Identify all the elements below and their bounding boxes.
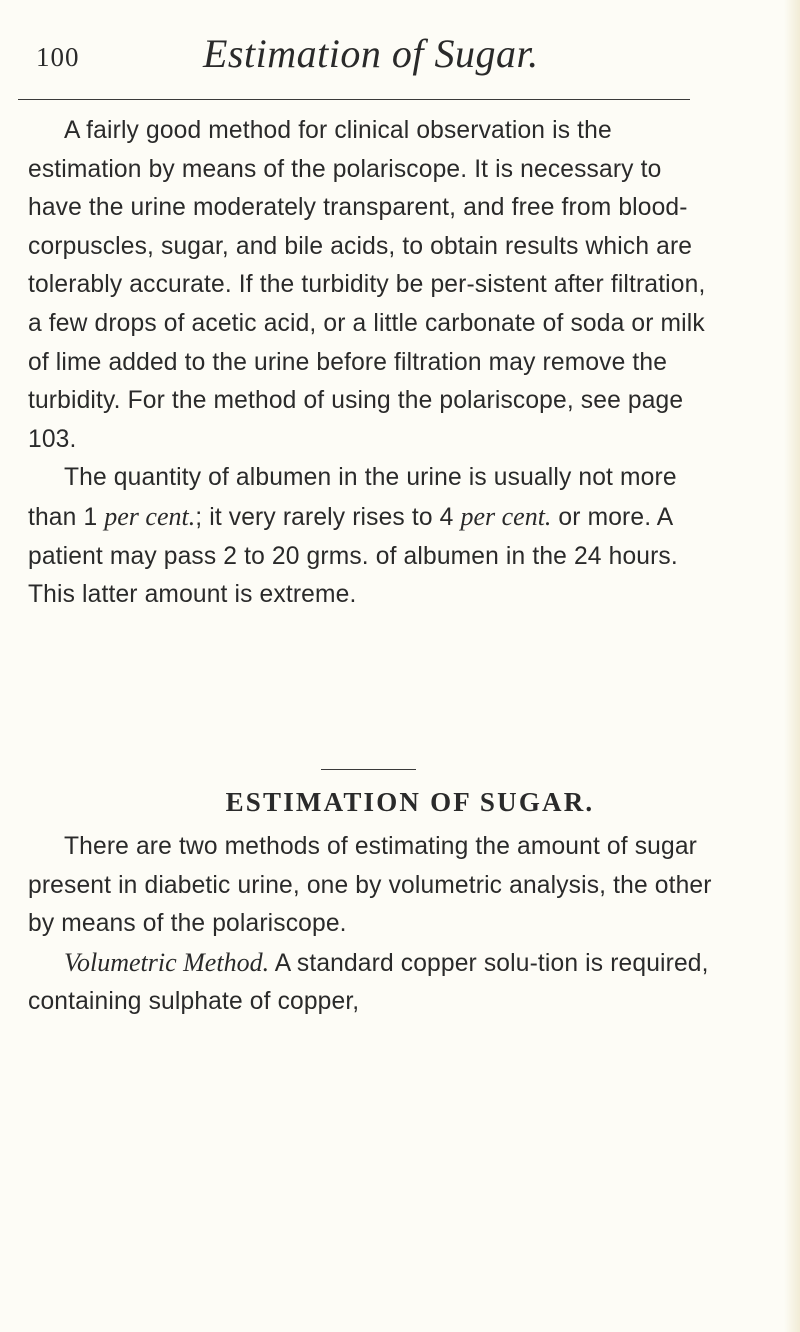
- paragraph-two-methods: There are two methods of estimating the amount of sugar present in diabetic urine, one by volumetric analysis, the other by means of the polariscope.: [28, 833, 712, 938]
- page-number: 100: [36, 42, 80, 72]
- body-text-upper: [28, 112, 714, 615]
- volumetric-lead: Volumetric Method.: [64, 947, 270, 977]
- paragraph-albumen: [28, 459, 714, 614]
- section-heading: ESTIMATION OF SUGAR.: [225, 787, 595, 817]
- running-title: Estimation of Sugar.: [203, 31, 539, 76]
- paragraph-polariscope: A fairly good method for clinical observation is the estimation by means of the polariscope. It is necessary to have the urine moderately transparent, and free from blood-corpuscles, sugar, and bile acids, to obtain results which are tolerably accurate. If the turbidity be per-sistent after filtration, a few drops of acetic acid, or a little carbonate of soda or milk of lime added to the urine before filtration may remove the turbidity. For the method of using the polariscope, see page 103.: [28, 117, 706, 453]
- albumen-emphasis-2: per cent.: [460, 501, 552, 531]
- paragraph-volumetric: [28, 944, 714, 1022]
- albumen-text-2: ; it very rarely rises to 4: [195, 503, 461, 531]
- volumetric-text: A standard copper solu-tion is required, containing sulphate of copper,: [28, 949, 709, 1016]
- header-rule: [18, 99, 690, 100]
- running-header: [28, 30, 708, 80]
- albumen-text-3: or more. A patient may pass 2 to 20 grms. of albumen in the 24 hours. This latter amount is extreme.: [28, 503, 678, 609]
- page-edge-shading: [784, 0, 800, 1332]
- body-text-lower: [28, 828, 714, 1022]
- section-divider: [321, 769, 416, 770]
- albumen-emphasis-1: per cent.: [104, 501, 196, 531]
- albumen-text-1: The quantity of albumen in the urine is usually not more than 1: [28, 464, 677, 531]
